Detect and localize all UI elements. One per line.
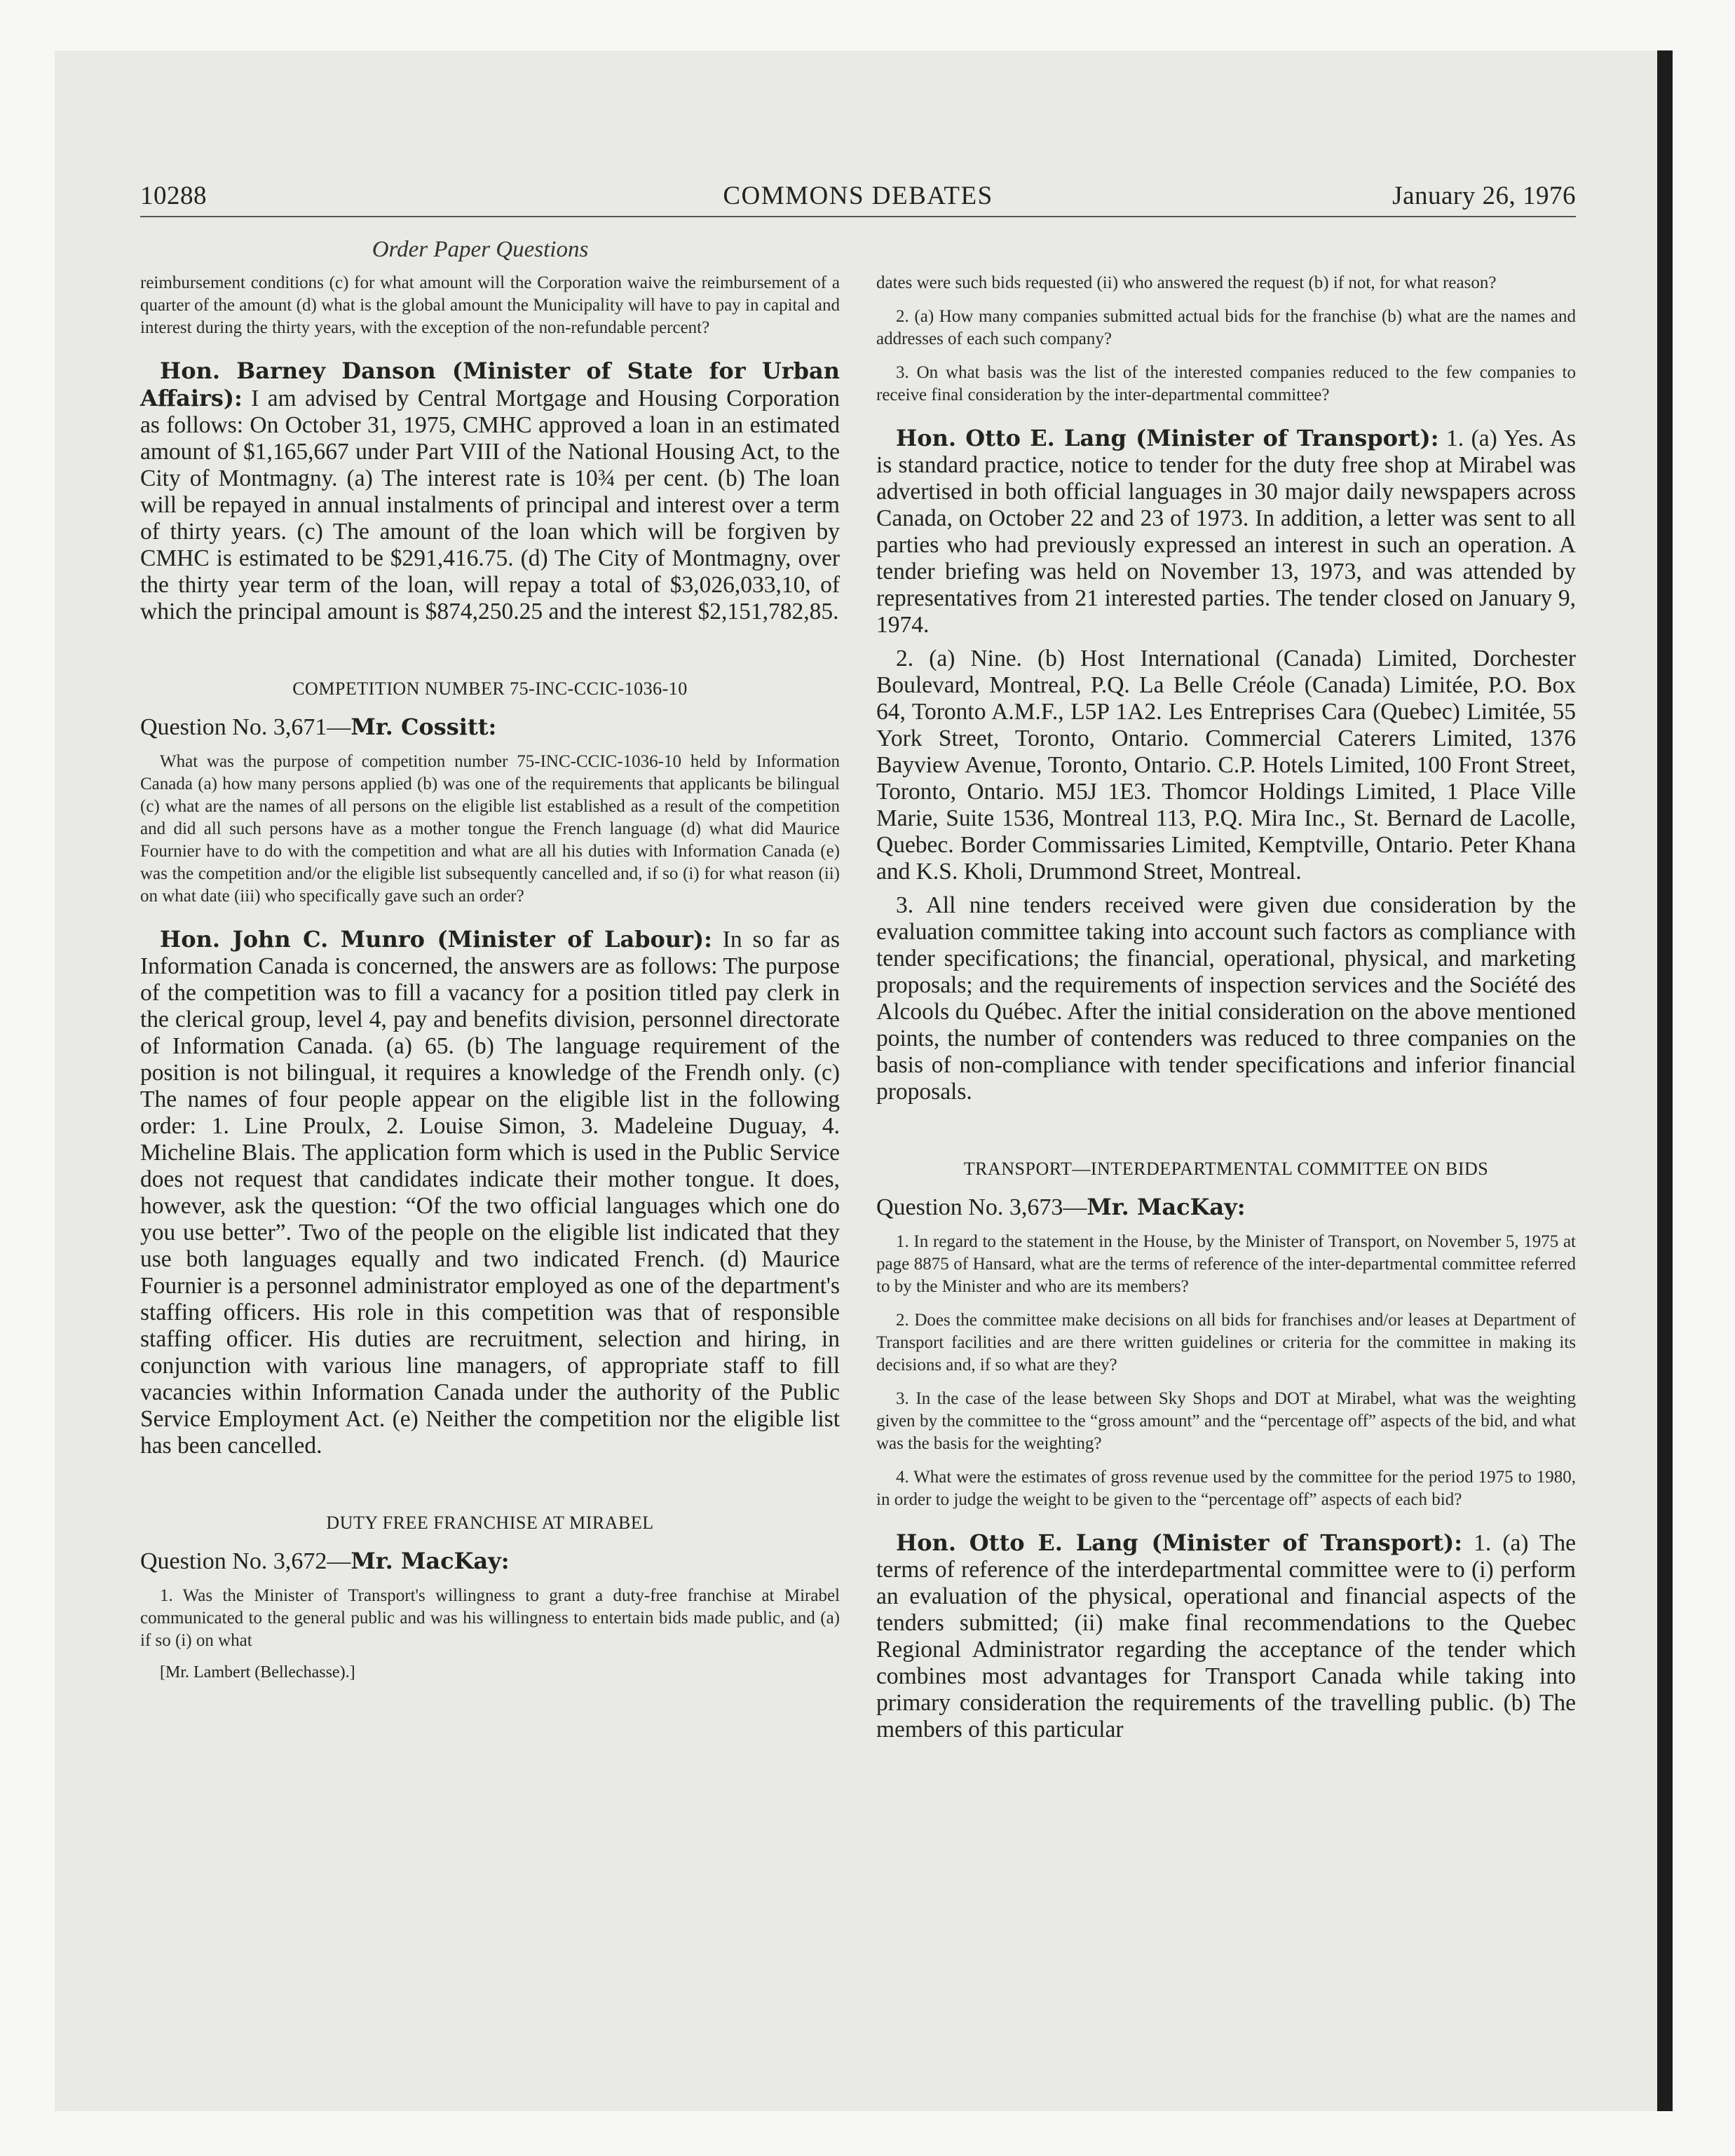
answer-text: 1. (a) The terms of reference of the interdepartmental committee were to (i) perform an evaluation of the physical, operational and financial aspects of the tenders submitted; (ii) make final recommendations to the Quebec Regional Administrator regarding the acceptance of the tender which combines most advantages for Transport Canada while taking into primary consideration the requirements of the travelling public. (b) The members of this particular [876, 1530, 1576, 1742]
running-head: Order Paper Questions [372, 237, 589, 262]
question-3673-part-4: 4. What were the estimates of gross revenue used by the committee for the period 1975 to 1980, in order to judge the weight to be given to the “percentage off” aspects of each bid? [876, 1468, 1576, 1509]
left-column [140, 272, 840, 1682]
section-heading-mirabel: DUTY FREE FRANCHISE AT MIRABEL [326, 1513, 654, 1533]
speaker-footnote: [Mr. Lambert (Bellechasse).] [160, 1663, 355, 1681]
question-number: Question No. 3,673— [876, 1194, 1087, 1220]
speaker-name: Hon. Otto E. Lang (Minister of Transport): [896, 425, 1439, 451]
header-rule [140, 216, 1576, 217]
answer-lang-1-part-2: 2. (a) Nine. (b) Host International (Canada) Limited, Dorchester Boulevard, Montreal, P.Q. La Belle Créole (Canada) Limitée, P.O. Box 64, Toronto A.M.F., L5P 1A2. Les Entreprises Cara (Quebec) Limitée, 55 York Street, Toronto, Ontario. Commercial Caterers Limited, 1376 Bayview Avenue, Toronto, Ontario. C.P. Hotels Limited, 100 Front Street, Toronto, Ontario. M5J 1E3. Thomcor Holdings Limited, 1 Place Ville Marie, Suite 1536, Montreal 113, P.Q. Mira Inc., St. Bernard de Lacolle, Quebec. Border Commissaries Limited, Kemptville, Ontario. Peter Khana and K.S. Kholi, Drummond Street, Montreal. [876, 646, 1576, 885]
question-heading-3671 [140, 714, 840, 741]
answer-text: 1. (a) Yes. As is standard practice, notice to tender for the duty free shop at Mirabel was advertised in both official languages in 30 major daily newspapers across Canada, on October 22 and 23 of 1973. In addition, a letter was sent to all parties who had previously expressed an interest in such an operation. A tender briefing was held on November 13, 1973, and was attended by representatives from 21 interested parties. The tender closed on January 9, 1974. [876, 425, 1576, 638]
page-header [140, 181, 1576, 220]
question-continuation: dates were such bids requested (ii) who answered the request (b) if not, for what reason? [876, 273, 1497, 292]
section-heading-competition: COMPETITION NUMBER 75-INC-CCIC-1036-10 [292, 678, 688, 699]
answer-danson [140, 357, 840, 625]
question-text-3671: What was the purpose of competition number 75-INC-CCIC-1036-10 held by Information Canada (a) how many persons applied (b) was one of the requirements that applicants be bilingual (c) what are the names of all persons on the eligible list established as a result of the competition and did all such persons have as a mother tongue the French language (d) what did Maurice Fournier have to do with the competition and what are all his duties with Information Canada (e) was the competition and/or the eligible list subsequently cancelled and, if so (i) for what reason (ii) on what date (iii) who specifically gave such an order? [140, 752, 840, 906]
question-heading-3673 [876, 1194, 1576, 1221]
question-number: Question No. 3,672— [140, 1548, 351, 1574]
answer-lang-1-part-3: 3. All nine tenders received were given due consideration by the evaluation committee taking into account such factors as compliance with tender specifications; the financial, operational, physical, and marketing proposals; and the requirements of inspection services and the Société des Alcools du Québec. After the initial consideration on the above mentioned points, the number of contenders was reduced to three companies on the basis of non-compliance with tender specifications and inferior financial proposals. [876, 892, 1576, 1105]
answer-lang-2 [876, 1529, 1576, 1743]
question-asker: Mr. MacKay: [351, 1548, 510, 1574]
speaker-name: Hon. Barney Danson (Minister of State for Urban Affairs): [140, 357, 840, 411]
question-asker: Mr. MacKay: [1087, 1194, 1246, 1220]
section-heading-transport: TRANSPORT—INTERDEPARTMENTAL COMMITTEE ON BIDS [963, 1159, 1489, 1179]
speaker-name: Hon. John C. Munro (Minister of Labour): [160, 926, 712, 953]
question-part-2: 2. (a) How many companies submitted actual bids for the franchise (b) what are the names and addresses of each such company? [876, 307, 1576, 348]
publication-title: COMMONS DEBATES [723, 182, 993, 210]
question-asker: Mr. Cossitt: [351, 714, 497, 740]
page-number: 10288 [140, 182, 207, 210]
answer-munro [140, 926, 840, 1459]
question-3673-part-2: 2. Does the committee make decisions on all bids for franchises and/or leases at Department of Transport facilities and are there written guidelines or criteria for the committee in making its decisions and, if so what are they? [876, 1311, 1576, 1374]
question-3673-part-3: 3. In the case of the lease between Sky Shops and DOT at Mirabel, what was the weighting given by the committee to the “gross amount” and the “percentage off” aspects of the bid, and what was the basis for the weighting? [876, 1389, 1576, 1453]
answer-text: I am advised by Central Mortgage and Housing Corporation as follows: On October 31, 1975, CMHC approved a loan in an estimated amount of $1,165,667 under Part VIII of the National Housing Act, to the City of Montmagny. (a) The interest rate is 10¾ per cent. (b) The loan will be repayed in annual instalments of principal and interest over a term of thirty years. (c) The amount of the loan which will be forgiven by CMHC is estimated to be $291,416.75. (d) The City of Montmagny, over the thirty year term of the loan, will repay a total of $3,026,033,10, of which the principal amount is $874,250.25 and the interest $2,151,782,85. [140, 386, 840, 625]
publication-date: January 26, 1976 [1392, 182, 1576, 210]
question-3673-part-1: 1. In regard to the statement in the House, by the Minister of Transport, on November 5, 1975 at page 8875 of Hansard, what are the terms of reference of the inter-departmental committee referred to by the Minister and who are its members? [876, 1232, 1576, 1296]
answer-text: In so far as Information Canada is concerned, the answers are as follows: The purpose of the competition was to fill a vacancy for a position titled pay clerk in the clerical group, level 4, pay and benefits division, personnel directorate of Information Canada. (a) 65. (b) The language requirement of the position is not bilingual, it requires a knowledge of the Frendh only. (c) The names of four people appear on the eligible list in the following order: 1. Line Proulx, 2. Louise Simon, 3. Madeleine Duguay, 4. Micheline Blais. The application form which is used in the Public Service does not request that candidates indicate their mother tongue. It does, however, ask the question: “Of the two official languages which one do you use better”. Two of the people on the eligible list indicated that they use both languages equally and two indicated French. (d) Maurice Fournier is a personnel administrator employed as one of the department's staffing officers. His role in this competition was that of responsible staffing officer. His duties are recruitment, selection and hiring, in conjunction with various line managers, of appropriate staff to fill vacancies within Information Canada under the authority of the Public Service Employment Act. (e) Neither the competition nor the eligible list has been cancelled. [140, 927, 840, 1459]
question-text-3672: 1. Was the Minister of Transport's willingness to grant a duty-free franchise at Mirabel communicated to the general public and was his willingness to entertain bids made public, and (a) if so (i) on what [140, 1586, 840, 1650]
question-part-3: 3. On what basis was the list of the interested companies reduced to the few companies to receive final consideration by the inter-departmental committee? [876, 363, 1576, 404]
answer-lang-1 [876, 425, 1576, 639]
binding-edge [1657, 50, 1673, 2111]
question-continuation: reimbursement conditions (c) for what amount will the Corporation waive the reimbursement of a quarter of the amount (d) what is the global amount the Municipality will have to pay in capital and interest during the thirty years, with the exception of the non-refundable percent? [140, 273, 840, 337]
question-heading-3672 [140, 1548, 840, 1575]
question-number: Question No. 3,671— [140, 714, 351, 740]
speaker-name: Hon. Otto E. Lang (Minister of Transport): [896, 1529, 1463, 1556]
right-column [876, 272, 1576, 1750]
